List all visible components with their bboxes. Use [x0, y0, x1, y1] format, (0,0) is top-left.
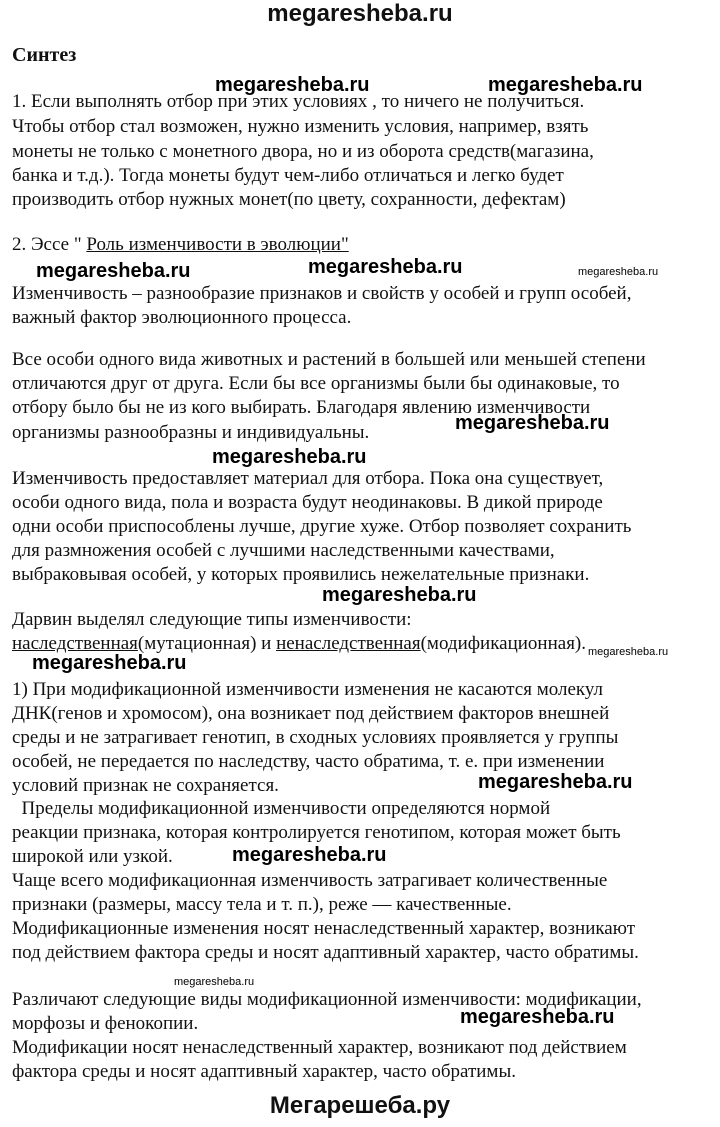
watermark: megaresheba.ru: [322, 584, 477, 606]
text-line: Пределы модификационной изменчивости определяются нормой: [12, 798, 551, 819]
text-line: Модификации носят ненаследственный характер, возникают под действием: [12, 1037, 627, 1058]
text-line: ДНК(генов и хромосом), она возникает под действием факторов внешней: [12, 703, 610, 724]
watermark: megaresheba.ru: [32, 652, 187, 674]
section-heading: Синтез: [12, 44, 77, 66]
text-line: Все особи одного вида животных и растений в большей или меньшей степени: [12, 349, 646, 370]
text-line: 1) При модификационной изменчивости изменения не касаются молекул: [12, 679, 604, 700]
text-line: среды и не затрагивает генотип, в сходных условиях проявляется у группы: [12, 727, 619, 748]
nonhereditary-term: ненаследственная: [276, 633, 421, 654]
essay-prefix: 2. Эссе ": [12, 234, 87, 255]
watermark: megaresheba.ru: [36, 260, 191, 282]
watermark: megaresheba.ru: [308, 256, 463, 278]
hereditary-term: наследственная: [12, 633, 138, 654]
text-line: морфозы и фенокопии.: [12, 1013, 199, 1034]
text-line: производить отбор нужных монет(по цвету, сохранности, дефектам): [12, 189, 566, 210]
text-line: Модификационные изменения носят ненаследственный характер, возникают: [12, 918, 635, 939]
text-line: реакции признака, которая контролируется генотипом, которая может быть: [12, 822, 621, 843]
essay-title-line: [12, 233, 349, 257]
text-line: условий признак не сохраняется.: [12, 775, 279, 796]
site-title-bottom: Мегарешеба.ру: [269, 1092, 451, 1119]
watermark: megaresheba.ru: [460, 1006, 615, 1028]
text-line: Изменчивость – разнообразие признаков и свойств у особей и групп особей,: [12, 283, 632, 304]
text-line: широкой или узкой.: [12, 846, 173, 867]
text-line: Различают следующие виды модификационной изменчивости: модификации,: [12, 989, 642, 1010]
text-fragment: (мутационная) и: [137, 633, 277, 654]
watermark: megaresheba.ru: [232, 844, 387, 866]
essay-title: Роль изменчивости в эволюции": [86, 234, 349, 255]
text-line: организмы разнообразны и индивидуальны.: [12, 422, 370, 443]
text-line: монеты не только с монетного двора, но и из оборота средств(магазина,: [12, 141, 594, 162]
text-line: отбору было бы не из кого выбирать. Благодаря явлению изменчивости: [12, 397, 591, 418]
text-line: фактора среды и носят адаптивный характер, часто обратимы.: [12, 1061, 516, 1082]
text-line: 1. Если выполнять отбор при этих условиях , то ничего не получиться.: [12, 91, 585, 112]
text-line: для размножения особей с лучшими наследственными качествами,: [12, 540, 555, 561]
watermark: megaresheba.ru: [488, 74, 643, 96]
text-line: особей, не передается по наследству, часто обратима, т. е. при изменении: [12, 751, 605, 772]
watermark-small: megaresheba.ru: [174, 976, 255, 988]
watermark: megaresheba.ru: [212, 446, 367, 468]
text-line: Чтобы отбор стал возможен, нужно изменить условия, например, взять: [12, 116, 589, 137]
variability-types-line: [12, 632, 586, 656]
text-line: банка и т.д.). Тогда монеты будут чем-либо отличаться и легко будет: [12, 165, 564, 186]
text-line: Изменчивость предоставляет материал для отбора. Пока она существует,: [12, 468, 604, 489]
text-line: выбраковывая особей, у которых проявились нежелательные признаки.: [12, 564, 590, 585]
text-fragment: (модификационная).: [420, 633, 587, 654]
watermark: megaresheba.ru: [478, 771, 633, 793]
text-line: признаки (размеры, массу тела и т. п.), реже — качественные.: [12, 894, 512, 915]
watermark-small: megaresheba.ru: [578, 266, 659, 278]
watermark: megaresheba.ru: [215, 74, 370, 96]
watermark: megaresheba.ru: [455, 412, 610, 434]
text-line: Дарвин выделял следующие типы изменчивости:: [12, 609, 412, 630]
text-line: под действием фактора среды и носят адаптивный характер, часто обратимы.: [12, 942, 639, 963]
site-title-top: megaresheba.ru: [267, 0, 453, 27]
text-line: особи одного вида, пола и возраста будут неодинаковы. В дикой природе: [12, 492, 603, 513]
text-line: одни особи приспособлены лучше, другие хуже. Отбор позволяет сохранить: [12, 516, 632, 537]
text-line: Чаще всего модификационная изменчивость затрагивает количественные: [12, 870, 608, 891]
text-line: важный фактор эволюционного процесса.: [12, 307, 352, 328]
watermark-small: megaresheba.ru: [588, 646, 669, 658]
text-line: отличаются друг от друга. Если бы все организмы были бы одинаковые, то: [12, 373, 620, 394]
